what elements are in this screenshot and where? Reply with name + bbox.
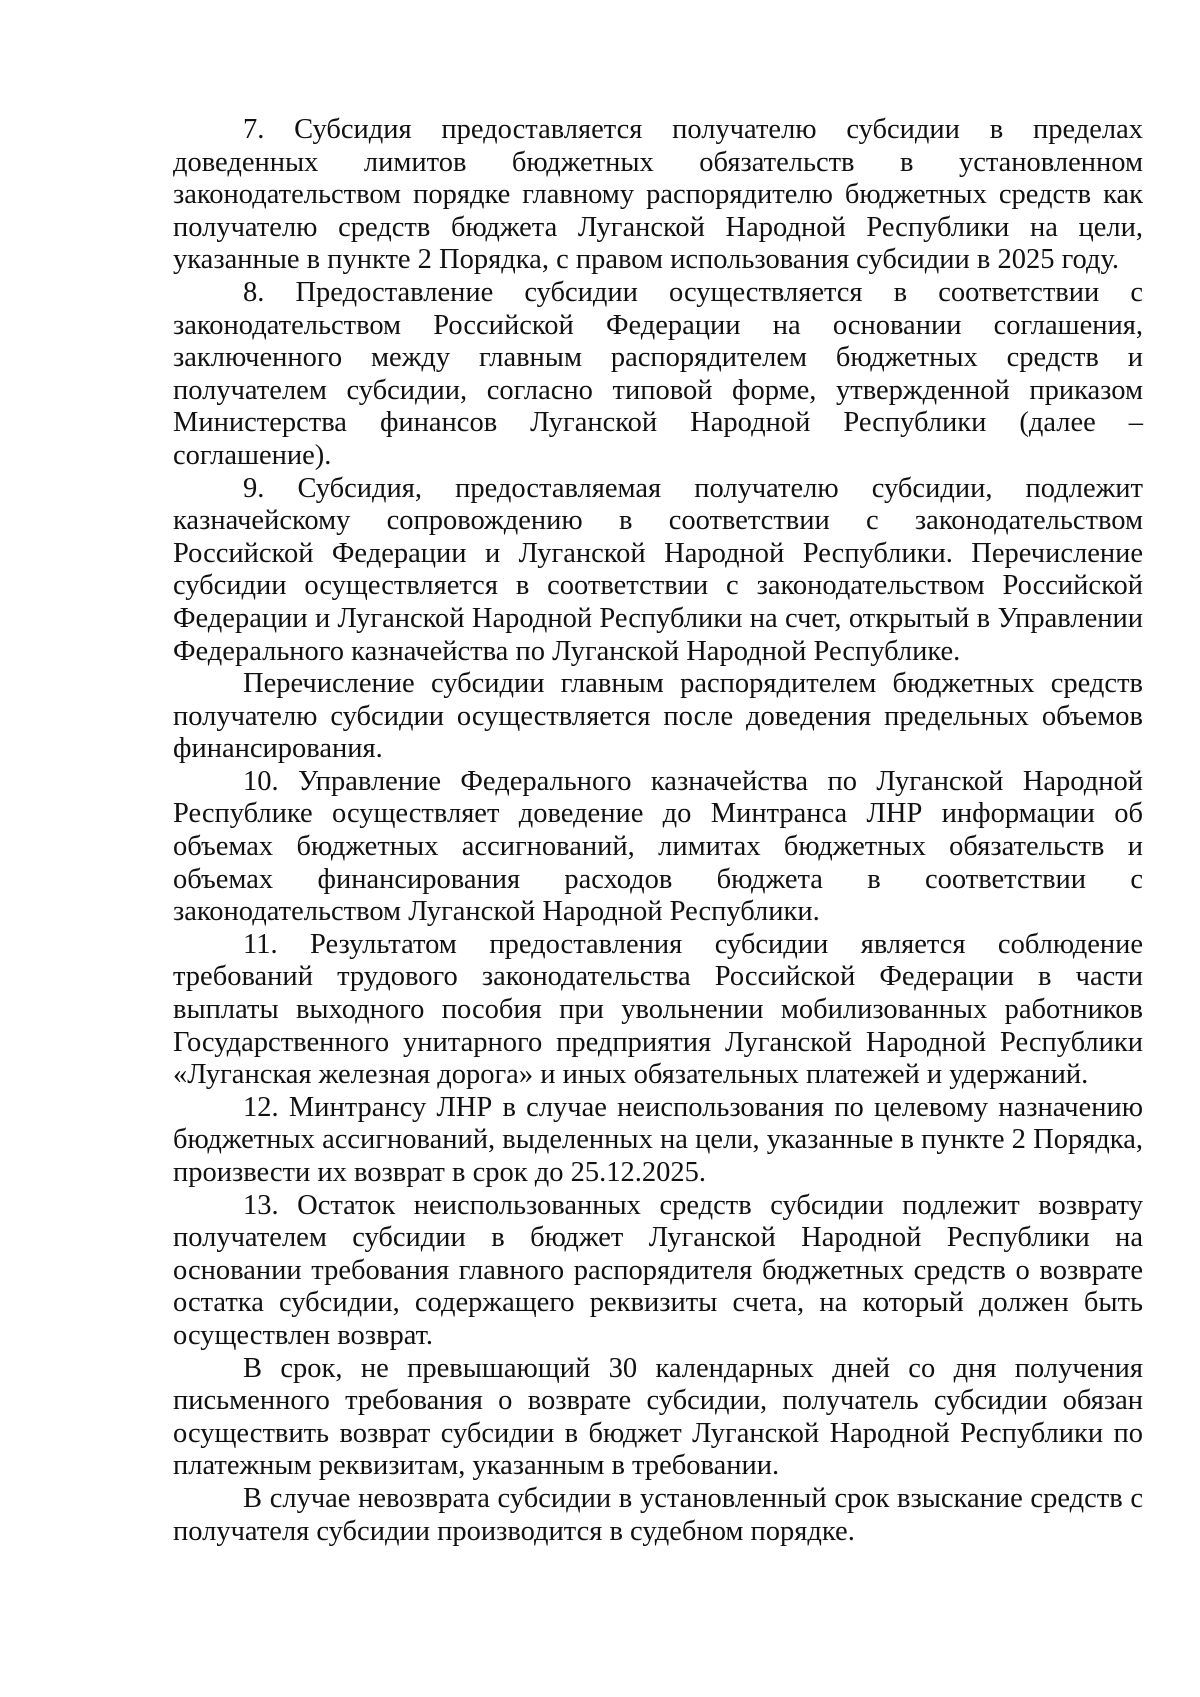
paragraph-9: 9. Субсидия, предоставляемая получателю субсидии, подлежит казначейскому сопровождению в соответствии с законодательством Российской Федерации и Луганской Народной Республики. Перечисление субсидии осуществляется в соответствии с законодательством Российской Федерации и Луганской Народной Республики на счет, открытый в Управлении Федерального казначейства по Луганской Народной Республике. — [173, 472, 1143, 667]
paragraph-13: 13. Остаток неиспользованных средств субсидии подлежит возврату получателем субсидии в бюджет Луганской Народной Республики на основании требования главного распорядителя бюджетных средств о возврате остатка субсидии, содержащего реквизиты счета, на который должен быть осуществлен возврат. — [173, 1189, 1143, 1351]
paragraph-11: 11. Результатом предоставления субсидии является соблюдение требований трудового законодательства Российской Федерации в части выплаты выходного пособия при увольнении мобилизованных работников Государственного унитарного предприятия Луганской Народной Республики «Луганская железная дорога» и иных обязательных платежей и удержаний. — [173, 928, 1143, 1091]
paragraph-8: 8. Предоставление субсидии осуществляется в соответствии с законодательством Российской Федерации на основании соглашения, заключенного между главным распорядителем бюджетных средств и получателем субсидии, согласно типовой форме, утвержденной приказом Министерства финансов Луганской Народной Республики (далее – соглашение). — [173, 276, 1143, 471]
paragraph-12: 12. Минтрансу ЛНР в случае неиспользования по целевому назначению бюджетных ассигнований, выделенных на цели, указанные в пункте 2 Порядка, произвести их возврат в срок до 25.12.2025. — [173, 1091, 1143, 1188]
paragraph-13-court: В случае невозврата субсидии в установленный срок взыскание средств с получателя субсидии производится в судебном порядке. — [173, 1482, 1143, 1547]
paragraph-7: 7. Субсидия предоставляется получателю субсидии в пределах доведенных лимитов бюджетных обязательств в установленном законодательством порядке главному распорядителю бюджетных средств как получателю средств бюджета Луганской Народной Республики на цели, указанные в пункте 2 Порядка, с правом использования субсидии в 2025 году. — [173, 114, 1143, 276]
paragraph-13-return-term: В срок, не превышающий 30 календарных дней со дня получения письменного требования о возврате субсидии, получатель субсидии обязан осуществить возврат субсидии в бюджет Луганской Народной Республики по платежным реквизитам, указанным в требовании. — [173, 1352, 1143, 1482]
paragraph-10: 10. Управление Федерального казначейства по Луганской Народной Республике осуществляет доведение до Минтранса ЛНР информации об объемах бюджетных ассигнований, лимитах бюджетных обязательств и объемах финансирования расходов бюджета в соответствии с законодательством Луганской Народной Республики. — [173, 765, 1143, 928]
paragraph-9-transfer: Перечисление субсидии главным распорядителем бюджетных средств получателю субсидии осуществляется после доведения предельных объемов финансирования. — [173, 668, 1143, 765]
document-body — [173, 114, 1143, 1548]
